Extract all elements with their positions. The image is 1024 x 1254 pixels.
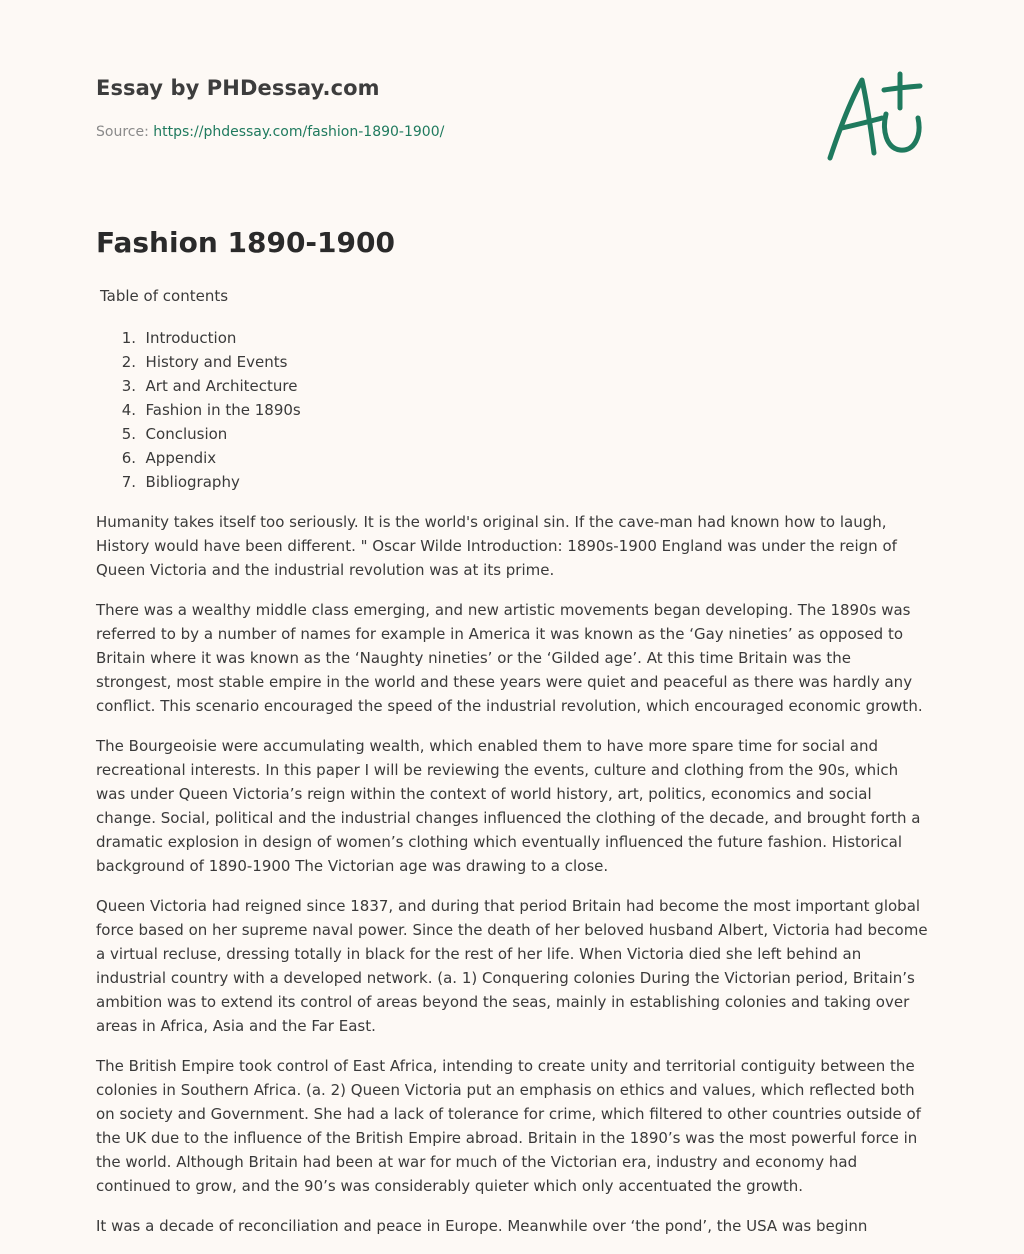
paragraph: Queen Victoria had reigned since 1837, and during that period Britain had become the most important global force based on her supreme naval power. Since the death of her beloved husband Albert, Victoria had become a virtual recluse, dressing totally in black for the rest of her life. When Victoria died she left behind an industrial country with a developed network. (a. 1) Conquering colonies During the Victorian period, Britain’s ambition was to extend its control of areas beyond the seas, mainly in establishing colonies and taking over areas in Africa, Asia and the Far East. bbox=[96, 897, 928, 1035]
table-of-contents bbox=[96, 326, 301, 494]
a-plus-logo-icon bbox=[820, 68, 930, 168]
toc-item-conclusion[interactable]: 5. Conclusion bbox=[121, 425, 228, 443]
source-link[interactable]: https://phdessay.com/fashion-1890-1900/ bbox=[153, 124, 445, 140]
paragraph: There was a wealthy middle class emerging, and new artistic movements began developing. The 1890s was referred to by a number of names for example in America it was known as the ‘Gay nineties’ as opposed to Britain where it was known as the ‘Naughty nineties’ or the ‘Gilded age’. At this time Britain was the strongest, most stable empire in the world and these years were quiet and peaceful as there was hardly any conflict. This scenario encouraged the speed of the industrial revolution, which encouraged economic growth. bbox=[96, 601, 923, 715]
toc-item-art-and-architecture[interactable]: 3. Art and Architecture bbox=[121, 377, 298, 395]
paragraph: It was a decade of reconciliation and peace in Europe. Meanwhile over ‘the pond’, the USA was beginn bbox=[96, 1217, 868, 1235]
article-title: Fashion 1890-1900 bbox=[96, 226, 395, 259]
source-label: Source: bbox=[96, 124, 149, 140]
source-line bbox=[96, 124, 444, 140]
toc-item-introduction[interactable]: 1. Introduction bbox=[121, 329, 237, 347]
toc-heading: Table of contents bbox=[100, 287, 229, 305]
toc-item-history-and-events[interactable]: 2. History and Events bbox=[121, 353, 288, 371]
paragraph: Humanity takes itself too seriously. It is the world's original sin. If the cave-man had known how to laugh, History would have been different. " Oscar Wilde Introduction: 1890s-1900 England was under the reign of Queen Victoria and the industrial revolution was at its prime. bbox=[96, 513, 897, 579]
paragraph: The Bourgeoisie were accumulating wealth, which enabled them to have more spare time for social and recreational interests. In this paper I will be reviewing the events, culture and clothing from the 90s, which was under Queen Victoria’s reign within the context of world history, art, politics, economics and social change. Social, political and the industrial changes influenced the clothing of the decade, and brought forth a dramatic explosion in design of women’s clothing which eventually influenced the future fashion. Historical background of 1890-1900 The Victorian age was drawing to a close. bbox=[96, 737, 921, 875]
site-brand: Essay by PHDessay.com bbox=[96, 76, 380, 100]
paragraph: The British Empire took control of East Africa, intending to create unity and territorial contiguity between the colonies in Southern Africa. (a. 2) Queen Victoria put an emphasis on ethics and values, which reflected both on society and Government. She had a lack of tolerance for crime, which filtered to other countries outside of the UK due to the influence of the British Empire abroad. Britain in the 1890’s was the most powerful force in the world. Although Britain had been at war for much of the Victorian era, industry and economy had continued to grow, and the 90’s was considerably quieter which only accentuated the growth. bbox=[96, 1057, 921, 1195]
toc-item-appendix[interactable]: 6. Appendix bbox=[121, 449, 217, 467]
toc-item-fashion-in-the-1890s[interactable]: 4. Fashion in the 1890s bbox=[121, 401, 301, 419]
article-body bbox=[96, 510, 930, 1254]
toc-item-bibliography[interactable]: 7. Bibliography bbox=[121, 473, 240, 491]
